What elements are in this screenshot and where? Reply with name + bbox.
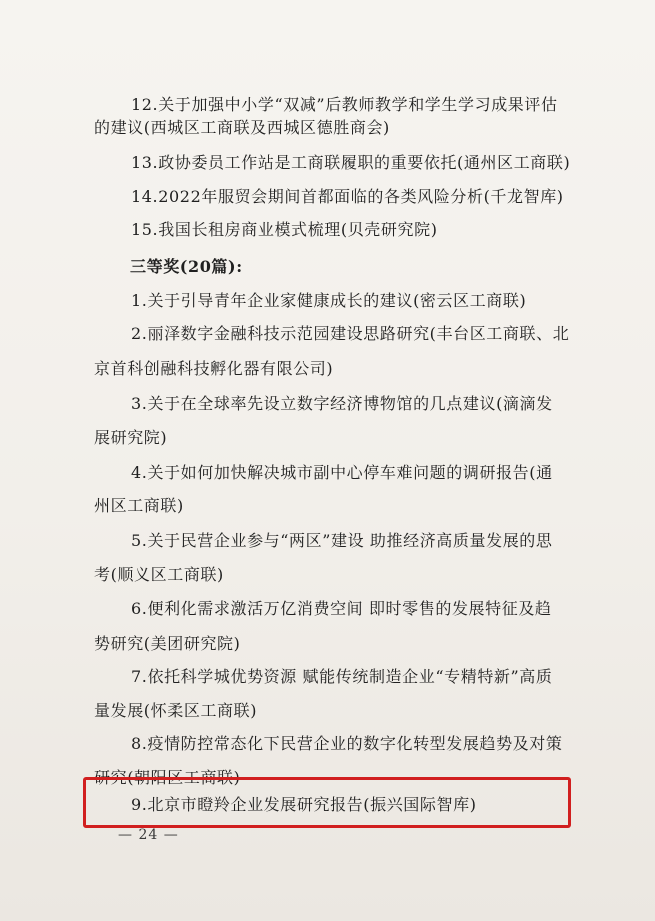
text-line-3-3a: 3.关于在全球率先设立数字经济博物馆的几点建议(滴滴发 — [131, 394, 553, 413]
text-line-3-5b: 考(顺义区工商联) — [94, 565, 224, 584]
text-line-14: 14.2022年服贸会期间首都面临的各类风险分析(千龙智库) — [131, 187, 564, 206]
text-line-3-6a: 6.便利化需求激活万亿消费空间 即时零售的发展特征及趋 — [131, 599, 552, 618]
text-line-3-2b: 京首科创融科技孵化器有限公司) — [94, 359, 334, 378]
text-line-3-8b: 研究(朝阳区工商联) — [94, 768, 241, 787]
text-line-3-7b: 量发展(怀柔区工商联) — [94, 701, 258, 720]
text-line-3-7a: 7.依托科学城优势资源 赋能传统制造企业“专精特新”高质 — [131, 667, 553, 686]
page-number: — 24 — — [118, 827, 179, 843]
text-line-3-2a: 2.丽泽数字金融科技示范园建设思路研究(丰台区工商联、北 — [131, 324, 570, 343]
text-line-3-5a: 5.关于民营企业参与“两区”建设 助推经济高质量发展的思 — [131, 531, 553, 550]
text-line-13: 13.政协委员工作站是工商联履职的重要依托(通州区工商联) — [131, 153, 571, 172]
text-line-3-6b: 势研究(美团研究院) — [94, 634, 241, 653]
text-line-15: 15.我国长租房商业模式梳理(贝壳研究院) — [131, 220, 438, 239]
text-line-3-3b: 展研究院) — [94, 428, 168, 447]
text-line-3-9: 9.北京市瞪羚企业发展研究报告(振兴国际智库) — [131, 795, 477, 814]
text-line-3-8a: 8.疫情防控常态化下民营企业的数字化转型发展趋势及对策 — [131, 734, 563, 753]
text-line-3-4b: 州区工商联) — [94, 496, 184, 515]
section-heading-third-prize: 三等奖(20篇): — [130, 257, 243, 276]
text-line-12a: 12.关于加强中小学“双减”后教师教学和学生学习成果评估 — [131, 95, 558, 114]
text-line-3-4a: 4.关于如何加快解决城市副中心停车难问题的调研报告(通 — [131, 463, 553, 482]
text-line-3-1: 1.关于引导青年企业家健康成长的建议(密云区工商联) — [131, 291, 527, 310]
text-line-12b: 的建议(西城区工商联及西城区德胜商会) — [94, 118, 390, 137]
